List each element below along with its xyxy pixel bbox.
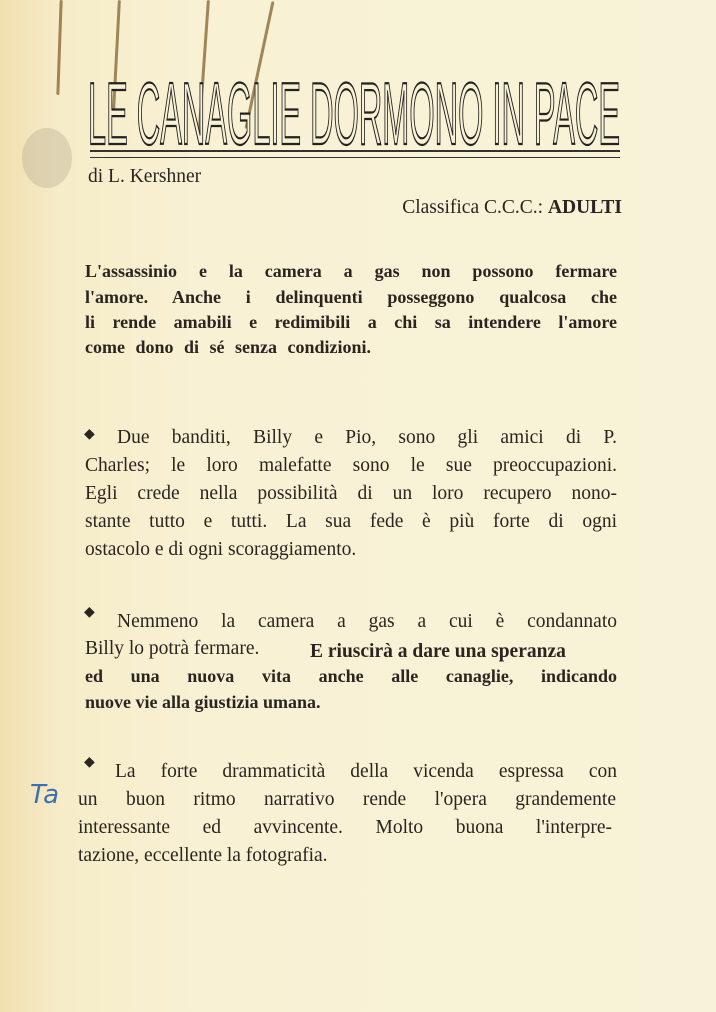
paragraph-line: ostacolo e di ogni scoraggiamento. [85, 539, 357, 560]
intro-line: l'amore. Anche i delinquenti posseggono qualcosa che [85, 287, 617, 307]
intro-line: li rende amabili e redimibili a chi sa intendere l'amore [85, 312, 617, 332]
paragraph-line: interessante ed avvincente. Molto buona l'interpre- [78, 817, 612, 838]
paragraph-line: tazione, eccellente la fotografia. [78, 845, 328, 866]
paragraph-line-bold: E riuscirà a dare una speranza [310, 641, 566, 662]
string-mark [56, 0, 62, 95]
paragraph-line: Due banditi, Billy e Pio, sono gli amici di P. [117, 427, 617, 448]
classification [402, 197, 622, 219]
document-title [88, 70, 622, 150]
bullet-icon: ◆ [84, 427, 95, 442]
paragraph-line: Billy lo potrà fermare. [85, 638, 260, 659]
paragraph-line: Charles; le loro malefatte sono le sue preoccupazioni. [85, 455, 617, 476]
paragraph-line: un buon ritmo narrativo rende l'opera grandemente [78, 789, 616, 810]
title-rule [90, 150, 620, 152]
paragraph-line-bold: nuove vie alla giustizia umana. [85, 692, 321, 712]
bullet-icon: ◆ [84, 605, 95, 620]
paragraph-line-bold: ed una nuova vita anche alle canaglie, indicando [85, 666, 617, 686]
title-text: LE CANAGLIE DORMONO IN PACE [88, 70, 620, 150]
title-rule [90, 157, 620, 158]
classification-value: ADULTI [547, 197, 622, 218]
classification-label: Classifica C.C.C.: [402, 197, 544, 218]
bullet-icon: ◆ [84, 755, 95, 770]
stain [22, 128, 72, 188]
paragraph-line: Egli crede nella possibilità di un loro recupero nono- [85, 483, 617, 504]
paragraph-line: Nemmeno la camera a gas a cui è condannato [117, 611, 617, 632]
paragraph-line: stante tutto e tutti. La sua fede è più forte di ogni [85, 511, 617, 532]
author: di L. Kershner [88, 166, 202, 187]
intro-line: come dono di sé senza condizioni. [85, 337, 372, 357]
intro-line: L'assassinio e la camera a gas non possono fermare [85, 261, 617, 281]
handwritten-note: Ta [30, 780, 60, 810]
paragraph-line: La forte drammaticità della vicenda espressa con [115, 761, 617, 782]
